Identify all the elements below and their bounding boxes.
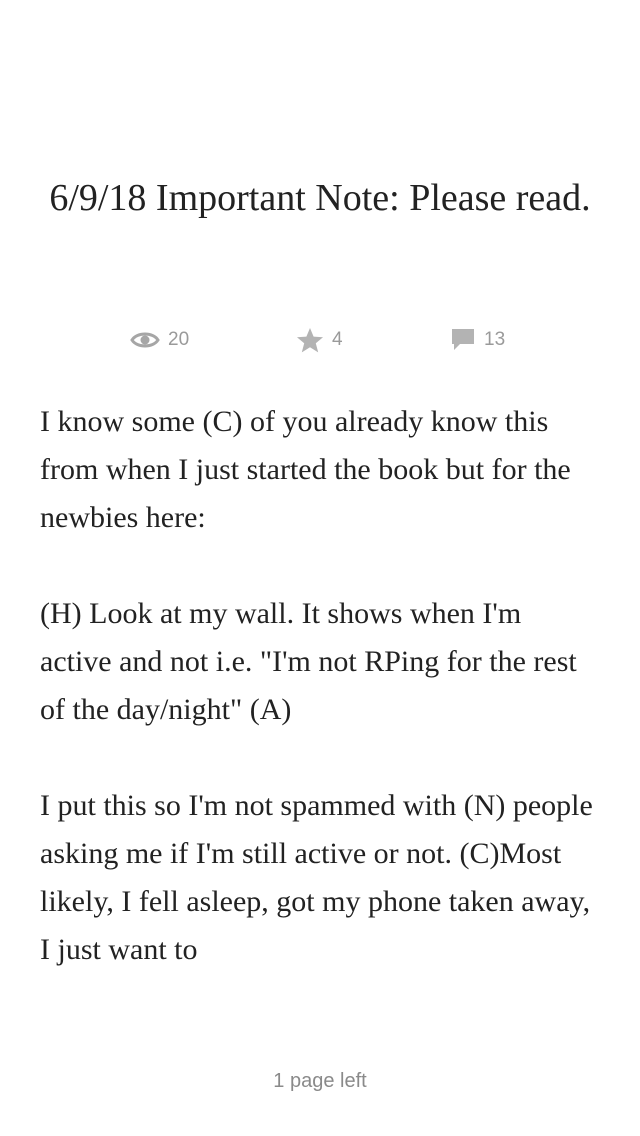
reads-count xyxy=(130,322,189,358)
paragraph: I put this so I'm not spammed with (N) people asking me if I'm still active or not. (C)Most likely, I fell asleep, got my phone taken away, I just want to xyxy=(40,789,593,966)
chapter-body xyxy=(40,398,600,1022)
star-icon xyxy=(296,327,324,353)
votes-count xyxy=(296,322,343,358)
eye-icon xyxy=(130,329,160,351)
chapter-stats xyxy=(0,322,640,358)
reads-value: 20 xyxy=(168,329,190,350)
comments-count[interactable] xyxy=(450,322,505,358)
votes-value: 4 xyxy=(332,329,343,350)
paragraph: (H) Look at my wall. It shows when I'm active and not i.e. "I'm not RPing for the rest of the day/night" (A) xyxy=(40,597,577,726)
paragraph: I know some (C) of you already know this from when I just started the book but for the newbies here: xyxy=(40,405,571,534)
comments-value: 13 xyxy=(484,329,506,350)
comment-icon xyxy=(450,327,476,353)
pages-left-indicator: 1 page left xyxy=(273,1070,367,1092)
chapter-title: 6/9/18 Important Note: Please read. xyxy=(49,177,591,219)
